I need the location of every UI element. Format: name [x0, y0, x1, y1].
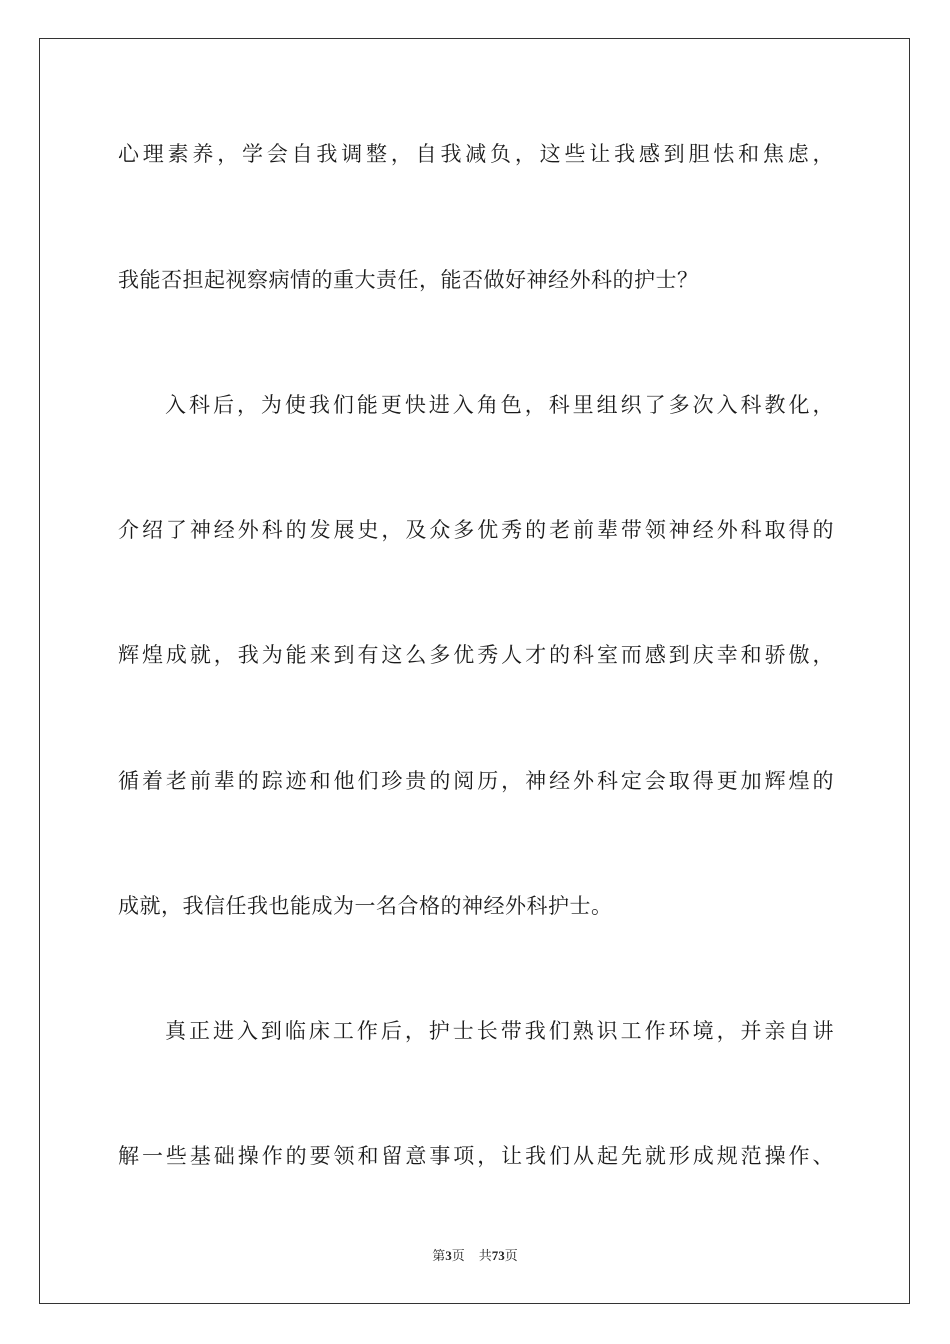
total-suffix: 页 [504, 1248, 518, 1263]
total-prefix: 共 [478, 1248, 492, 1263]
text-line-4: 介绍了神经外科的发展史，及众多优秀的老前辈带领神经外科取得的 [118, 518, 834, 542]
page-border [39, 38, 910, 1304]
text-line-6: 循着老前辈的踪迹和他们珍贵的阅历，神经外科定会取得更加辉煌的 [118, 769, 834, 793]
page-number: 3 [445, 1248, 452, 1263]
text-line-1: 心理素养，学会自我调整，自我减负，这些让我感到胆怯和焦虑， [118, 142, 834, 166]
text-line-3-paragraph-start: 入科后，为使我们能更快进入角色，科里组织了多次入科教化， [165, 393, 834, 417]
page-footer [0, 1247, 950, 1265]
text-line-7: 成就，我信任我也能成为一名合格的神经外科护士。 [118, 894, 613, 918]
text-line-8-paragraph-start: 真正进入到临床工作后，护士长带我们熟识工作环境，并亲自讲 [165, 1019, 834, 1043]
page-suffix: 页 [451, 1248, 465, 1263]
page-prefix: 第 [432, 1248, 446, 1263]
total-pages: 73 [491, 1248, 505, 1263]
text-line-9: 解一些基础操作的要领和留意事项，让我们从起先就形成规范操作、 [118, 1144, 834, 1168]
text-line-2: 我能否担起视察病情的重大责任，能否做好神经外科的护士？ [118, 268, 699, 292]
text-line-5: 辉煌成就，我为能来到有这么多优秀人才的科室而感到庆幸和骄傲， [118, 643, 834, 667]
